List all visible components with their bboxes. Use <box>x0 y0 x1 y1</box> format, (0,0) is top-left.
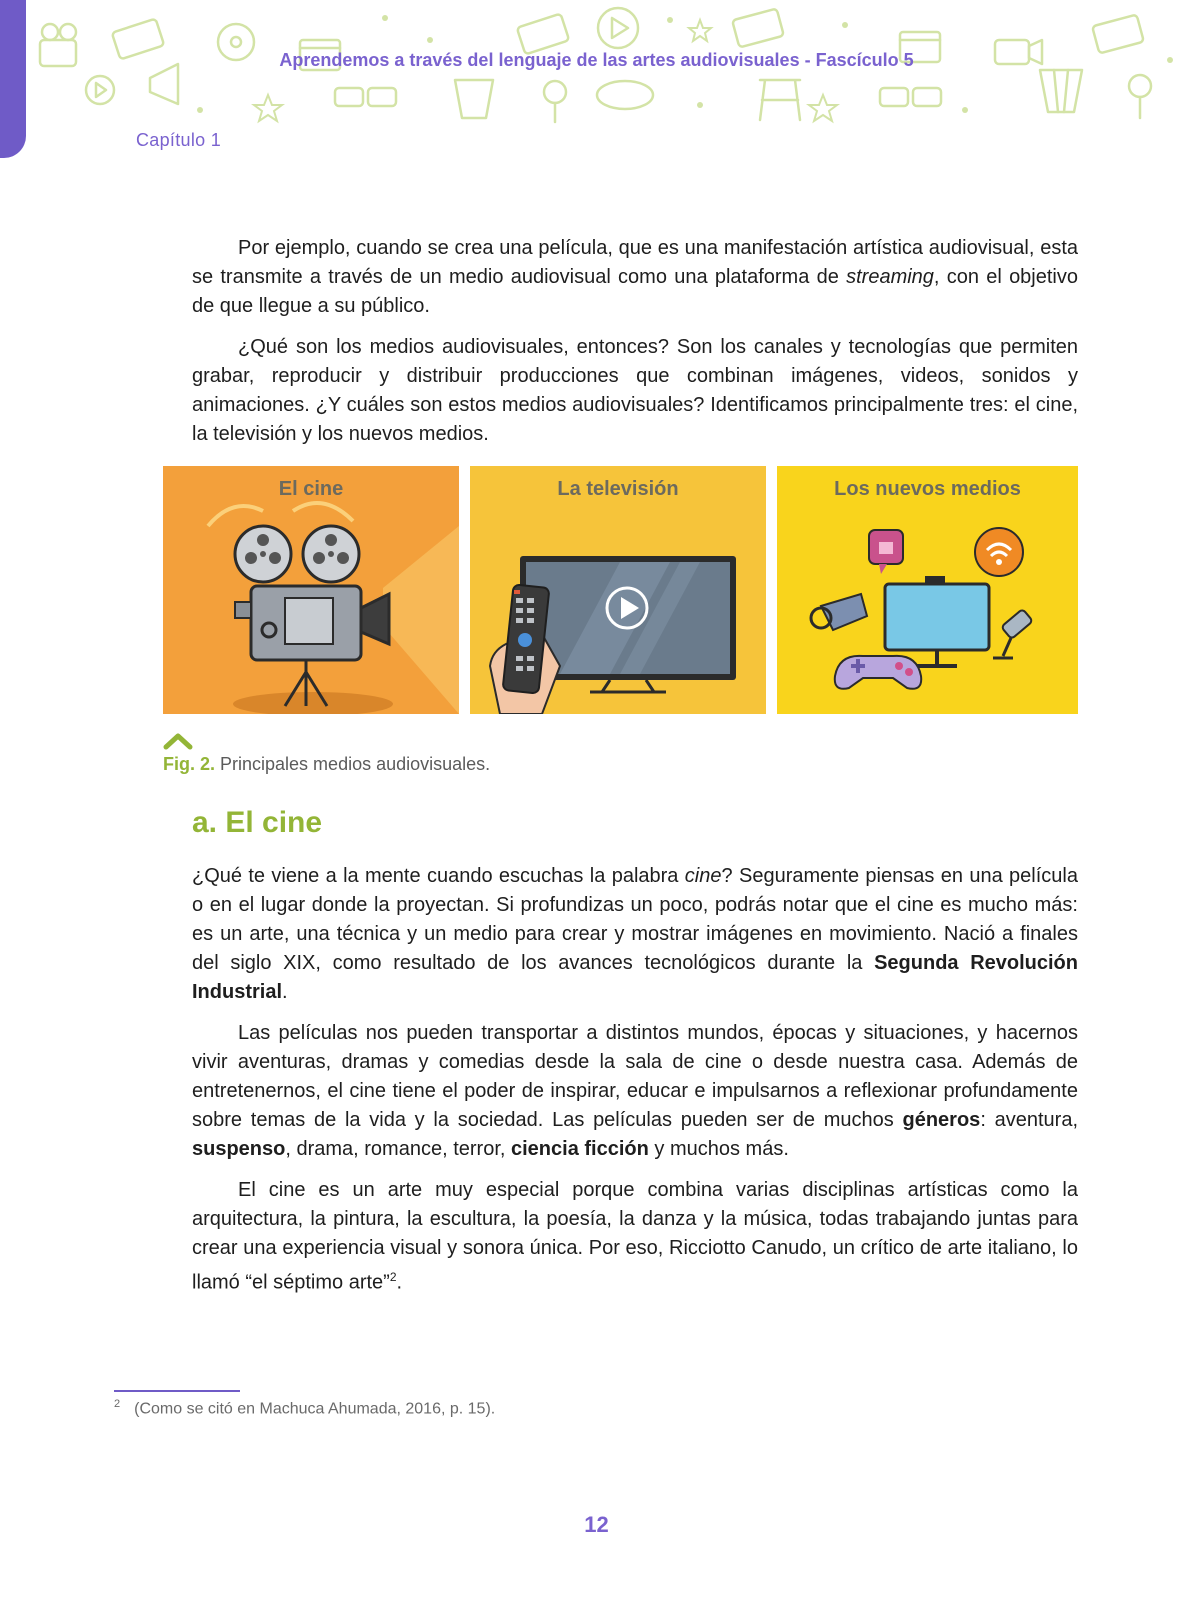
paragraph: Las películas nos pueden transportar a distintos mundos, épocas y situaciones, y hacernos vivir aventuras, dramas y comedias desde la sala de cine o desde nuestra casa. Además de entretenernos, el cine tiene el poder de inspirar, educar e impulsarnos a reflexionar profundamente sobre temas de la vida y la sociedad. Las películas pueden ser de muchos géneros: aventura, suspenso, drama, romance, terror, ciencia ficción y muchos más. <box>192 1022 1078 1160</box>
panel-nuevos-medios <box>777 466 1078 714</box>
television-illustration <box>470 466 766 714</box>
chapter-label: Capítulo 1 <box>136 130 222 150</box>
ticket-icon <box>1092 15 1144 54</box>
directors-chair-icon <box>760 80 800 120</box>
paragraph: El cine es un arte muy especial porque combina varias disciplinas artísticas como la arquitectura, la pintura, la escultura, la poesía, la danza y la música, todas trabajando juntas para crear una experiencia visual y sonora única. Por eso, Ricciotto Canudo, un crítico de arte italiano, lo llamó “el séptimo arte”$^2$. <box>192 1179 1078 1294</box>
popcorn-icon <box>455 80 493 118</box>
chevron-up-icon <box>163 732 193 750</box>
section-text <box>192 862 1078 1310</box>
paragraph: Por ejemplo, cuando se crea una película, que es una manifestación artística audiovisual, esta se transmite a través de un medio audiovisual como una plataforma de streaming, con el objetivo de que llegue a su público. <box>192 237 1078 317</box>
projector-illustration <box>163 466 459 714</box>
paragraph: ¿Qué son los medios audiovisuales, entonces? Son los canales y tecnologías que permiten grabar, reproducir y distribuir producciones que combinan imágenes, videos, sonidos y animaciones. ¿Y cuáles son estos medios audiovisuales? Identificamos principalmente tres: el cine, la televisión y los nuevos medios. <box>192 336 1078 445</box>
series-title: Aprendemos a través del lenguaje de las artes audiovisuales - Fascículo 5 <box>279 50 914 70</box>
panel-label: La televisión <box>557 478 679 500</box>
chapter-side-tab <box>0 0 26 158</box>
ticket-icon <box>732 9 784 48</box>
paragraph: ¿Qué te viene a la mente cuando escuchas la palabra cine? Seguramente piensas en una película o en el lugar donde la proyectan. Si profundizas un poco, podrás notar que el cine es mucho más: es un arte, una técnica y un medio para crear y mostrar imágenes en movimiento. Nació a finales del siglo XIX, como resultado de los avances tecnológicos durante la Segunda Revolución Industrial. <box>192 865 1078 1003</box>
new-media-illustration <box>777 466 1078 714</box>
page-number: 12 <box>584 1512 609 1537</box>
megaphone-icon <box>150 64 178 104</box>
film-can-icon <box>597 81 653 109</box>
panel-television <box>470 466 766 714</box>
film-camera-icon <box>40 40 76 66</box>
panel-label: El cine <box>278 478 344 500</box>
panel-label: Los nuevos medios <box>834 478 1021 500</box>
figure-caption: Fig. 2. Principales medios audiovisuales. <box>163 754 491 774</box>
footnote: $^2$ (Como se citó en Machuca Ahumada, 2016, p. 15). <box>114 1398 496 1418</box>
3d-glasses-icon <box>880 88 908 106</box>
video-camera-icon <box>995 40 1029 64</box>
section-title: a. El cine <box>192 806 323 839</box>
intro-text <box>192 234 1078 461</box>
ticket-icon <box>517 14 569 55</box>
panel-cine <box>163 466 459 714</box>
microphone-icon <box>544 81 566 103</box>
footnote-divider <box>114 1390 240 1392</box>
ticket-icon <box>112 19 164 60</box>
media-figure <box>163 466 1078 714</box>
microphone-icon <box>1129 75 1151 97</box>
popcorn-icon <box>1040 70 1082 112</box>
play-button-icon <box>598 8 638 48</box>
3d-glasses-icon <box>335 88 363 106</box>
